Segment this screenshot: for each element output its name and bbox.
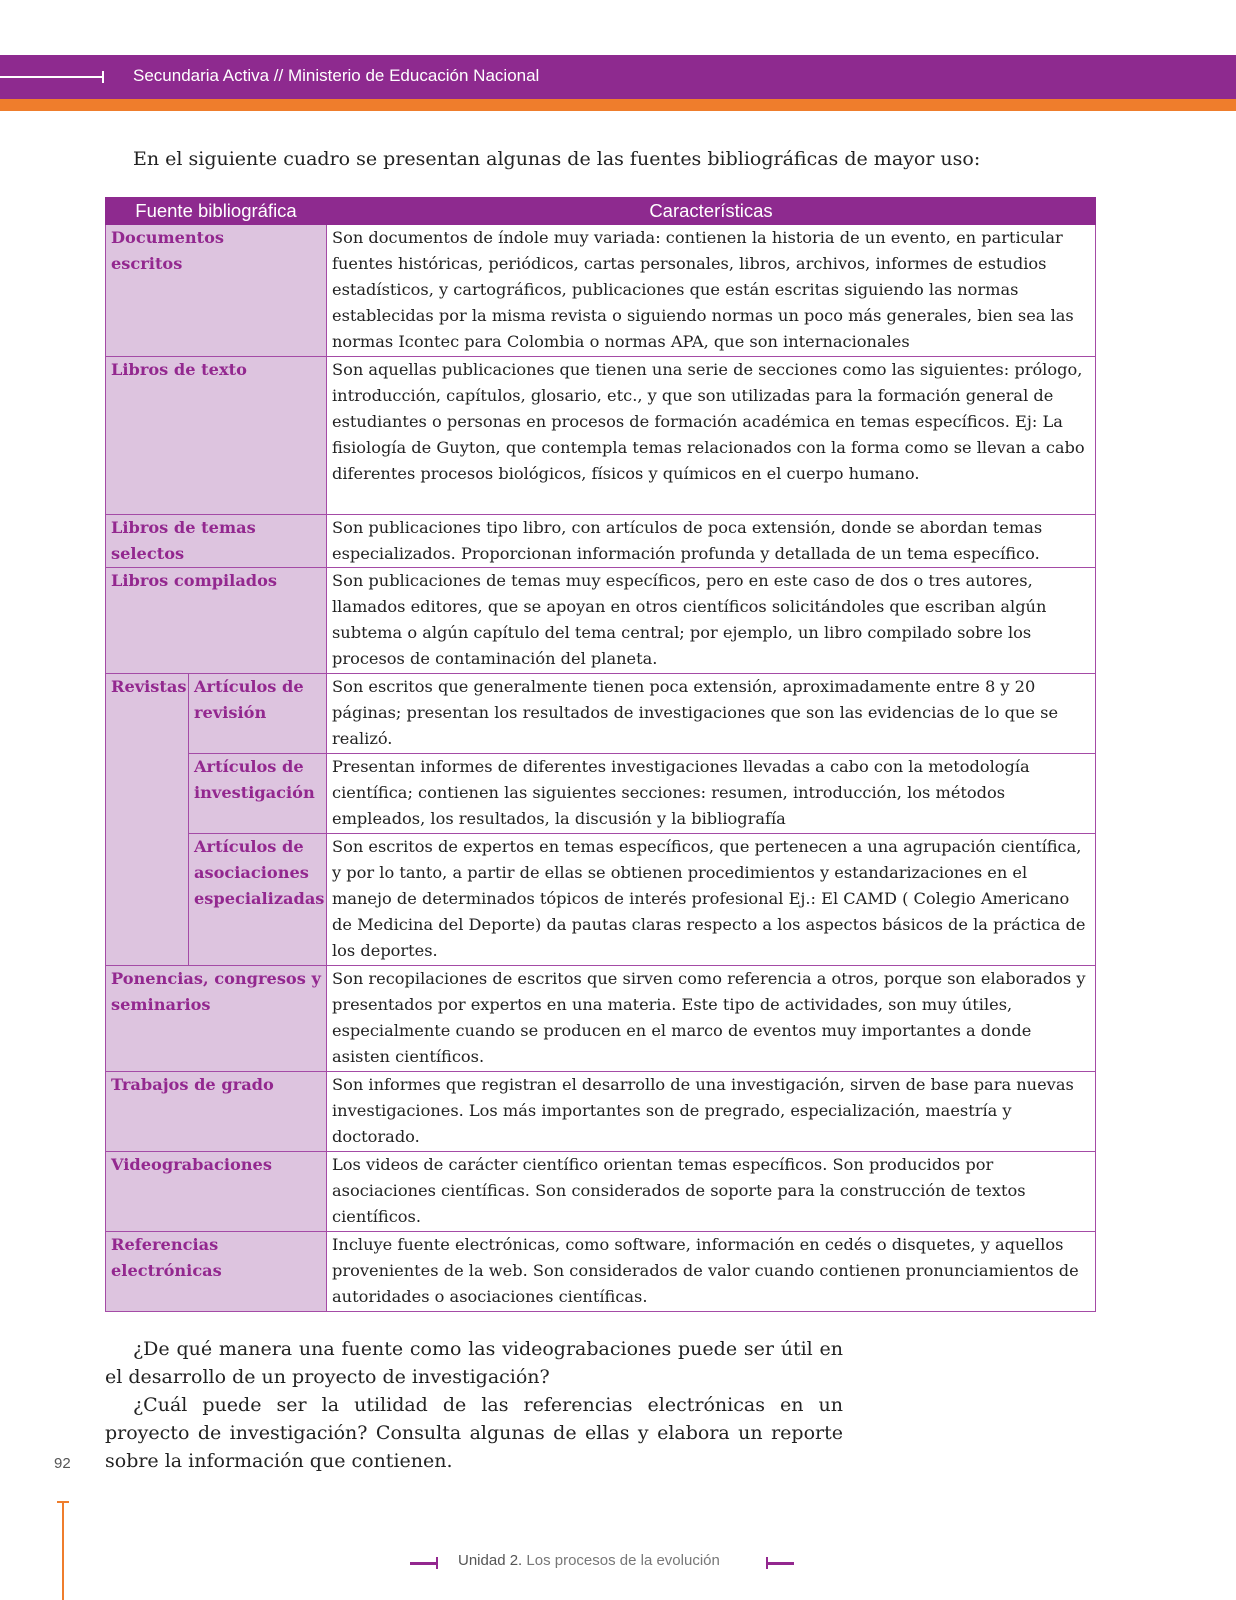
margin-rule [62, 1501, 64, 1600]
table-row [106, 515, 1096, 568]
revista-subtype: Artículos de revisión [189, 674, 327, 754]
footer-unit-title: Los procesos de la evolución [526, 1552, 720, 1569]
source-name: Documentos escritos [106, 225, 327, 357]
source-name: Trabajos de grado [106, 1072, 327, 1152]
revista-subtype: Artículos de asociaciones especializadas [189, 834, 327, 966]
source-description: Los videos de carácter científico orientan temas específicos. Son producidos por asociaciones científicas. Son considerados de soporte para la construcción de textos científicos. [327, 1152, 1096, 1232]
revistas-label: Revistas [106, 674, 189, 966]
revista-subtype: Artículos de investigación [189, 754, 327, 834]
intro-text: En el siguiente cuadro se presentan algunas de las fuentes bibliográficas de mayor uso: [133, 148, 981, 170]
source-description: Incluye fuente electrónicas, como software, información en cedés o disquetes, y aquellos provenientes de la web. Son considerados de valor cuando contienen pronunciamientos de autoridades o asociaciones científicas. [327, 1232, 1096, 1312]
source-description: Son informes que registran el desarrollo de una investigación, sirven de base para nuevas investigaciones. Los más importantes son de pregrado, especialización, maestría y doctorado. [327, 1072, 1096, 1152]
header-rule-tick [102, 71, 104, 83]
table-row [106, 834, 1096, 966]
source-name: Libros de texto [106, 357, 327, 515]
table-row [106, 1152, 1096, 1232]
table-row [106, 754, 1096, 834]
header-rule [0, 76, 104, 78]
table-row [106, 225, 1096, 357]
questions [105, 1335, 843, 1475]
table-row [106, 1072, 1096, 1152]
source-description: Son documentos de índole muy variada: contienen la historia de un evento, en particular fuentes históricas, periódicos, cartas personales, libros, archivos, informes de estudios estadísticos, y cartográficos, publicaciones que están escritas siguiendo las normas establecidas por la misma revista o siguiendo normas un poco más generales, bien sea las normas Icontec para Colombia o normas APA, que son internacionales [327, 225, 1096, 357]
page-number: 92 [54, 1455, 71, 1472]
table-row [106, 1232, 1096, 1312]
question-1: ¿De qué manera una fuente como las videograbaciones puede ser útil en el desarrollo de un proyecto de investigación? [105, 1338, 843, 1388]
footer-unit [458, 1552, 720, 1576]
source-description: Son recopilaciones de escritos que sirven como referencia a otros, porque son elaborados y presentados por expertos en una materia. Este tipo de actividades, son muy útiles, especialmente cuando se producen en el marco de eventos muy importantes a donde asisten científicos. [327, 966, 1096, 1072]
source-name: Referencias electrónicas [106, 1232, 327, 1312]
header-title: Secundaria Activa // Ministerio de Educación Nacional [133, 66, 540, 85]
footer-mark-right [766, 1562, 794, 1565]
source-description: Presentan informes de diferentes investigaciones llevadas a cabo con la metodología científica; contienen las siguientes secciones: resumen, introducción, los métodos empleados, los resultados, la discusión y la bibliografía [327, 754, 1096, 834]
column-header-characteristics: Características [327, 198, 1096, 225]
footer-mark-left-tick [436, 1557, 438, 1569]
footer-mark-right-tick [766, 1557, 768, 1569]
sources-table [105, 197, 1096, 1312]
table-row [106, 568, 1096, 674]
source-name: Ponencias, congresos y seminarios [106, 966, 327, 1072]
source-name: Libros compilados [106, 568, 327, 674]
footer-unit-label: Unidad 2. [458, 1552, 523, 1569]
header-accent-stripe [0, 99, 1236, 111]
source-description: Son aquellas publicaciones que tienen una serie de secciones como las siguientes: prólogo, introducción, capítulos, glosario, etc., y que son utilizadas para la formación general de estudiantes o personas en procesos de formación académica en temas específicos. Ej: La fisiología de Guyton, que contempla temas relacionados con la forma como se llevan a cabo diferentes procesos biológicos, físicos y químicos en el cuerpo humano. [327, 357, 1096, 515]
table-row [106, 357, 1096, 515]
table-row [106, 674, 1096, 754]
margin-rule-tick [57, 1501, 69, 1503]
source-description: Son publicaciones de temas muy específicos, pero en este caso de dos o tres autores, llamados editores, que se apoyan en otros científicos solicitándoles que escriban algún subtema o algún capítulo del tema central; por ejemplo, un libro compilado sobre los procesos de contaminación del planeta. [327, 568, 1096, 674]
question-2: ¿Cuál puede ser la utilidad de las referencias electrónicas en un proyecto de investigación? Consulta algunas de ellas y elabora un reporte sobre la información que contienen. [105, 1394, 843, 1472]
source-description: Son publicaciones tipo libro, con artículos de poca extensión, donde se abordan temas especializados. Proporcionan información profunda y detallada de un tema específico. [327, 515, 1096, 568]
table-row [106, 966, 1096, 1072]
column-header-source: Fuente bibliográfica [106, 198, 327, 225]
source-name: Libros de temas selectos [106, 515, 327, 568]
source-name: Videograbaciones [106, 1152, 327, 1232]
source-description: Son escritos que generalmente tienen poca extensión, aproximadamente entre 8 y 20 páginas; presentan los resultados de investigaciones que son las evidencias de lo que se realizó. [327, 674, 1096, 754]
footer-mark-left [410, 1562, 438, 1565]
source-description: Son escritos de expertos en temas específicos, que pertenecen a una agrupación científica, y por lo tanto, a partir de ellas se obtienen procedimientos y estandarizaciones en el manejo de determinados tópicos de interés profesional Ej.: El CAMD ( Colegio Americano de Medicina del Deporte) da pautas claras respecto a los aspectos básicos de la práctica de los deportes. [327, 834, 1096, 966]
table-header-row [106, 198, 1096, 225]
